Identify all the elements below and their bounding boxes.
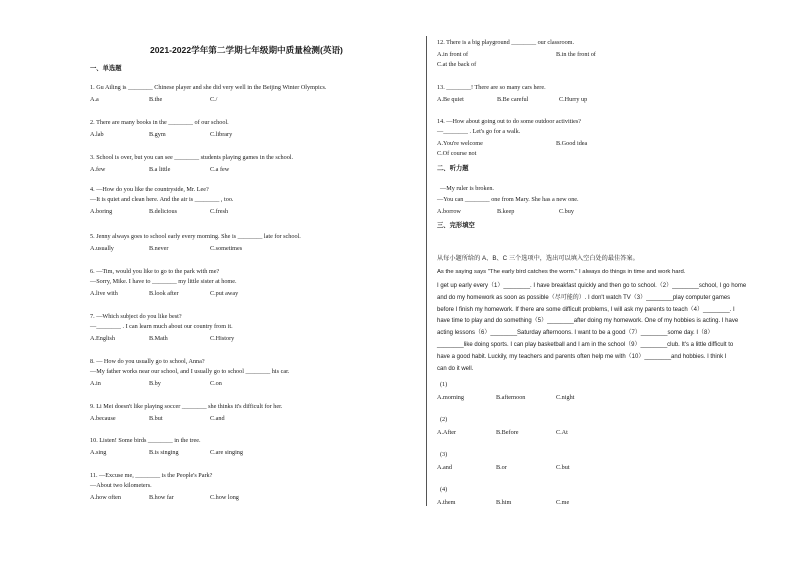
- option-b: B.Be careful: [497, 96, 529, 103]
- listening-line: —You can ________ one from Mary. She has a new one.: [437, 196, 579, 203]
- question-text: 2. There are many books in the ________ of our school.: [90, 119, 229, 126]
- option-a: A.them: [437, 499, 456, 506]
- question-text: 7. —Which subject do you like best?: [90, 313, 182, 320]
- option-c: C.me: [556, 499, 570, 506]
- passage-line: before I finish my homework. If there are some difficult problems, I will ask my parents to teach（4）________. I: [437, 306, 735, 313]
- option-b: B.Math: [149, 335, 168, 342]
- option-a: A.few: [90, 166, 106, 173]
- option-a: A.sing: [90, 449, 107, 456]
- option-c: C.are singing: [210, 449, 243, 456]
- option-a: A.English: [90, 335, 115, 342]
- option-c: C.History: [210, 335, 235, 342]
- cloze-number: (1): [440, 381, 448, 388]
- option-b: B.how far: [149, 494, 174, 501]
- option-b: B.look after: [149, 290, 179, 297]
- passage-line: can do it well.: [437, 365, 474, 372]
- question-text: —________ . I can learn much about our country from it.: [90, 323, 233, 330]
- question-text: 10. Listen! Some birds ________ in the tree.: [90, 437, 201, 444]
- option-c: C.Hurry up: [559, 96, 588, 103]
- option-b: B.by: [149, 380, 161, 387]
- question-text: 4. —How do you like the countryside, Mr. Lee?: [90, 186, 209, 193]
- option-a: A.After: [437, 429, 457, 436]
- option-a: A.in front of: [437, 51, 469, 58]
- option-c: C.sometimes: [210, 245, 243, 252]
- option-c: C.At: [556, 429, 568, 436]
- option-a: A.and: [437, 464, 452, 471]
- option-c: C.how long: [210, 494, 239, 501]
- question-text: 9. Li Mei doesn't like playing soccer ________ she thinks it's difficult for her.: [90, 403, 283, 410]
- option-a: A.borrow: [437, 208, 461, 215]
- option-b: B.gym: [149, 131, 166, 138]
- passage-line: ________like doing sports. I can play basketball and I am in the school（9）________club. It's a little difficult to: [437, 341, 734, 348]
- cloze-intro: As the saying says "The early bird catches the worm." I always do things in time and work hard.: [437, 269, 686, 275]
- option-a: A.usually: [90, 245, 114, 252]
- passage-line: have a good habit. Luckily, my teachers and parents often help me with（10）________and hobbies. I think I: [437, 353, 727, 360]
- option-b: B.in the front of: [556, 51, 596, 58]
- listening-line: —My ruler is broken.: [440, 185, 494, 192]
- option-b: B.keep: [497, 208, 515, 215]
- option-a: A.You're welcome: [437, 140, 483, 147]
- option-a: A.boring: [90, 208, 113, 215]
- cloze-number: (2): [440, 416, 448, 423]
- cloze-number: (3): [440, 451, 448, 458]
- question-text: —My father works near our school, and I usually go to school ________ his car.: [90, 368, 290, 375]
- option-c: C.library: [210, 131, 233, 138]
- option-c: C.but: [556, 464, 570, 471]
- option-b: B.afternoon: [496, 394, 526, 401]
- question-text: 14. —How about going out to do some outdoor activities?: [437, 118, 582, 125]
- column-divider: [426, 36, 427, 506]
- option-c: C./: [210, 96, 218, 103]
- question-text: —It is quiet and clean here. And the air is ________ , too.: [90, 196, 234, 203]
- question-text: —Sorry, Mike. I have to ________ my little sister at home.: [90, 278, 237, 285]
- option-a: A.Be quiet: [437, 96, 464, 103]
- option-b: B.or: [496, 464, 507, 471]
- option-c: C.Of course not: [437, 150, 477, 157]
- option-c: C.put away: [210, 290, 239, 297]
- option-c: C.night: [556, 394, 575, 401]
- option-c: C.at the back of: [437, 61, 477, 68]
- option-b: B.him: [496, 499, 512, 506]
- option-c: C.a few: [210, 166, 230, 173]
- option-b: B.a little: [149, 166, 171, 173]
- question-text: 11. —Excuse me, ________ is the People's Park?: [90, 472, 213, 479]
- option-a: A.because: [90, 415, 116, 422]
- option-b: B.the: [149, 96, 163, 103]
- option-a: A.lab: [90, 131, 104, 138]
- option-c: C.on: [210, 380, 222, 387]
- cloze-instruction: 从每小题所给的 A、B、C 三个选项中，选出可以填入空白处的最佳答案。: [437, 255, 639, 262]
- question-text: 6. —Tim, would you like to go to the park with me?: [90, 268, 220, 275]
- cloze-passage: [437, 281, 773, 375]
- passage-line: have time to play and do something（5）________after doing my homework. One of my hobbies is acting. I have: [437, 318, 739, 325]
- option-b: B.but: [149, 415, 163, 422]
- passage-line: acting lessons（6）________Saturday afternoons. I want to be a good（7）________some day. I（8）: [437, 330, 714, 337]
- question-text: —About two kilometers.: [90, 482, 152, 489]
- option-b: B.Before: [496, 429, 519, 436]
- question-text: 8. — How do you usually go to school, Anna?: [90, 358, 205, 365]
- option-b: B.is singing: [149, 449, 179, 456]
- option-b: B.never: [149, 245, 169, 252]
- option-c: C.buy: [559, 208, 574, 215]
- option-a: A.morning: [437, 394, 464, 401]
- option-a: A.live with: [90, 290, 118, 297]
- question-text: 5. Jenny always goes to school early every morning. She is ________ late for school.: [90, 233, 301, 240]
- section-heading-cloze: 三、完形填空: [437, 222, 475, 229]
- option-c: C.fresh: [210, 208, 229, 215]
- section-heading-listening: 二、听力题: [437, 165, 469, 172]
- cloze-number: (4): [440, 486, 448, 493]
- option-a: A.a: [90, 96, 99, 103]
- question-text: 1. Gu Ailing is ________ Chinese player and she did very well in the Beijing Winter Olympics.: [90, 84, 327, 91]
- option-a: A.how often: [90, 494, 121, 501]
- option-b: B.Good idea: [556, 140, 588, 147]
- question-text: 3. School is over, but you can see ________ students playing games in the school.: [90, 154, 294, 161]
- option-a: A.in: [90, 380, 101, 387]
- question-text: 13. ________! There are so many cars here.: [437, 84, 546, 91]
- page-title: 2021-2022学年第二学期七年级期中质量检测(英语): [150, 45, 343, 55]
- passage-line: I get up early every（1）________. I have breakfast quickly and then go to school.（2）________school, I go home: [437, 283, 747, 289]
- section-heading-single-choice: 一、单选题: [90, 65, 122, 72]
- option-b: B.delicious: [149, 208, 178, 215]
- question-text: —________ . Let's go for a walk.: [437, 128, 521, 135]
- option-c: C.and: [210, 415, 225, 422]
- passage-line: and do my homework as soon as possible（尽可能的）. I don't watch TV（3）________play computer games: [437, 294, 731, 301]
- question-text: 12. There is a big playground ________ our classroom.: [437, 39, 575, 46]
